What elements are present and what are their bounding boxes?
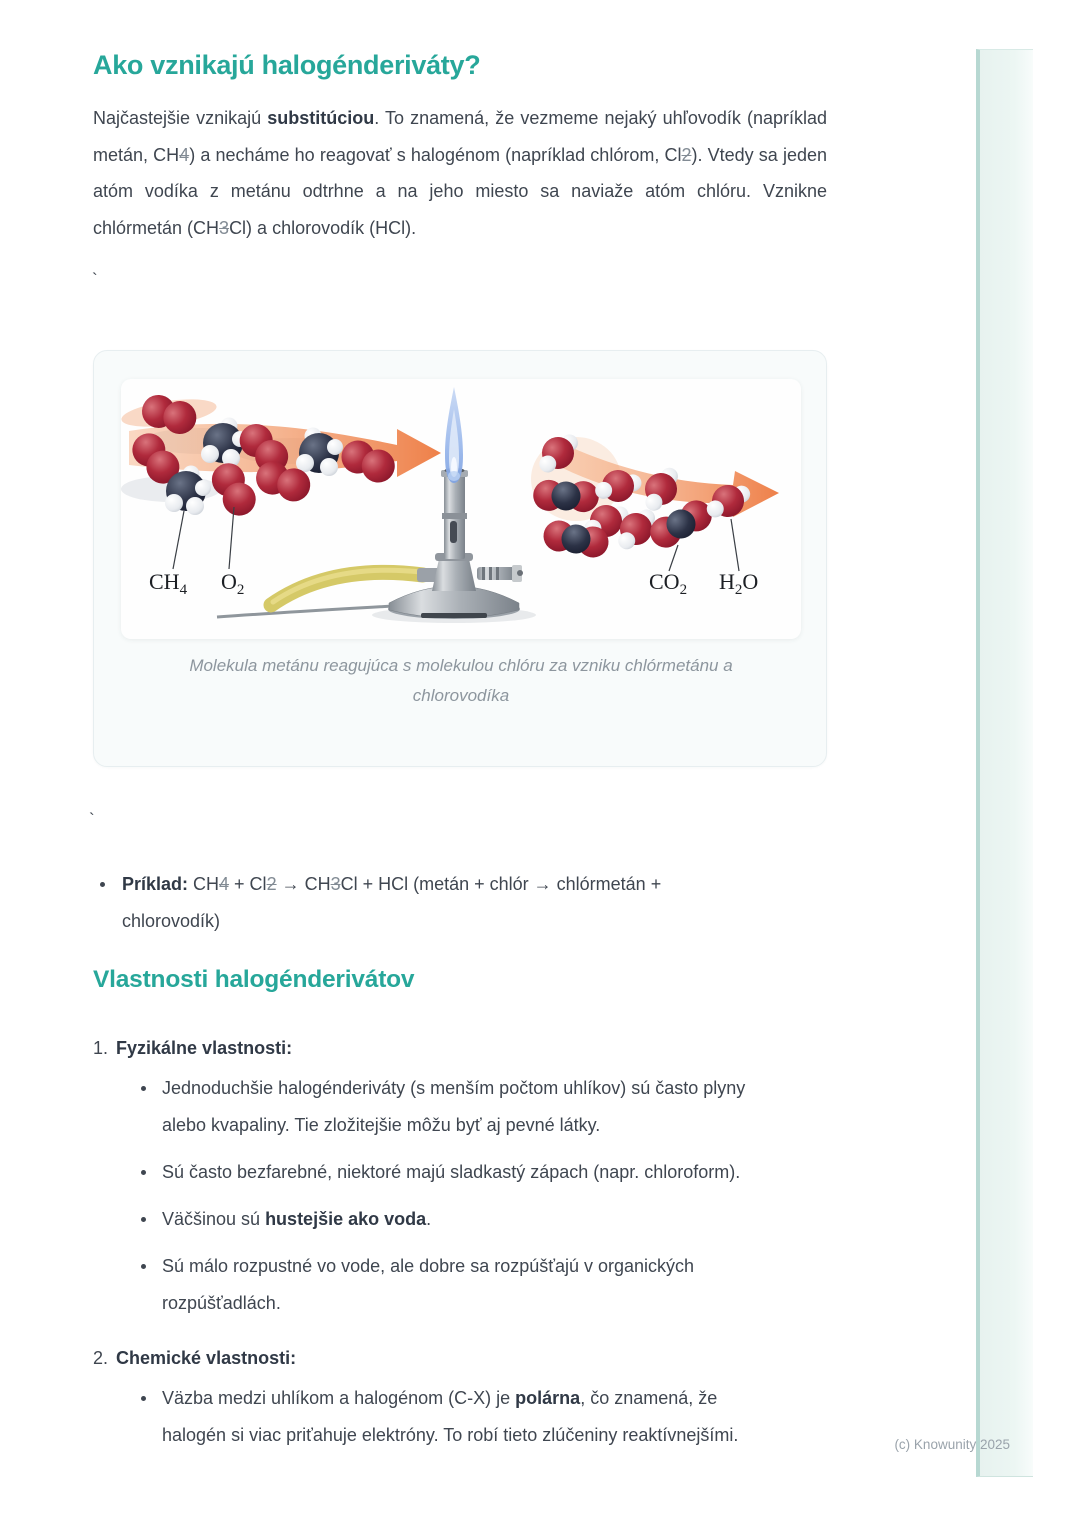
paragraph-text: Najčastejšie vznikajú [93,108,268,128]
bullet-dot [141,1170,146,1175]
struck-subscript: 4 [179,144,190,165]
struck-subscript: 4 [219,874,230,894]
list-item: Sú málo rozpustné vo vode, ale dobre sa rozpúšťajú v organických rozpúšťadlách. [141,1248,833,1322]
stray-backtick: ` [92,270,98,289]
bold-term: substitúciou [267,108,375,128]
item-number: 1. [93,1038,109,1058]
bunsen-burner-icon [217,387,536,623]
right-accent-bar [976,49,1033,1477]
example-item [100,866,820,940]
figure-card [93,350,827,767]
bullet-dot [141,1396,146,1401]
struck-subscript: 2 [681,144,692,165]
list-item: Jednoduchšie halogénderiváty (s menším počtom uhlíkov) sú často plyny alebo kvapaliny. Tie zložitejšie môžu byť aj pevné látky. [141,1070,833,1144]
section-title-properties: Vlastnosti halogénderivátov [93,966,415,993]
paragraph-text: ) a necháme ho reagovať s halogénom (napríklad chlórom, Cl [189,144,682,165]
item-number: 2. [93,1348,109,1368]
struck-subscript: 3 [219,217,230,238]
list-item: Sú často bezfarebné, niektoré majú sladkastý zápach (napr. chloroform). [141,1154,833,1191]
paragraph-text: Cl) a chlorovodík (HCl). [229,217,417,238]
item-label: Fyzikálne vlastnosti: [116,1038,293,1058]
numbered-item [93,1030,833,1322]
bullet-dot [141,1217,146,1222]
label-h2o: $H_2O$ [719,569,759,598]
item-label: Chemické vlastnosti: [116,1348,297,1368]
label-co2: $CO_2$ [649,569,688,598]
bullet-dot [141,1086,146,1091]
properties-list [93,1030,833,1472]
numbered-item [93,1340,833,1454]
label-o2: $O_2$ [221,569,245,598]
stray-backtick: ` [89,810,95,829]
paragraph-text: . To znamená, že vezmeme nejaký uhľovodík (napríklad metán, CH [93,108,827,165]
struck-subscript: 3 [330,874,341,894]
example-list [100,866,820,940]
flame-icon [445,387,463,483]
example-label: Príklad: [122,874,189,894]
label-ch4: $CH_4$ [149,569,188,598]
paragraph-text: ). Vtedy sa jeden atóm vodíka z metánu odtrhne a na jeho miesto sa naviaže atóm chlóru. Vznikne chlórmetán (CH [93,144,827,238]
bullet-dot [100,882,105,887]
copyright-watermark: (c) Knowunity 2025 [894,1437,1010,1452]
figure-caption: Molekula metánu reagujúca s molekulou chlóru za vzniku chlórmetánu a chlorovodíka [189,656,733,705]
list-item: Väčšinou sú hustejšie ako voda. [141,1201,833,1238]
intro-paragraph [93,100,827,246]
combustion-illustration [121,379,801,639]
struck-subscript: 2 [266,874,277,894]
example-text: Príklad: CH4 + Cl2 → CH3Cl + HCl (metán + chlór → chlórmetán + chlorovodík) [122,874,662,931]
list-item: Väzba medzi uhlíkom a halogénom (C-X) je polárna, čo znamená, že halogén si viac priťahuje elektróny. To robí tieto zlúčeniny reaktívnejšími. [141,1380,833,1454]
bullet-dot [141,1264,146,1269]
page-title: Ako vznikajú halogénderiváty? [93,50,481,80]
